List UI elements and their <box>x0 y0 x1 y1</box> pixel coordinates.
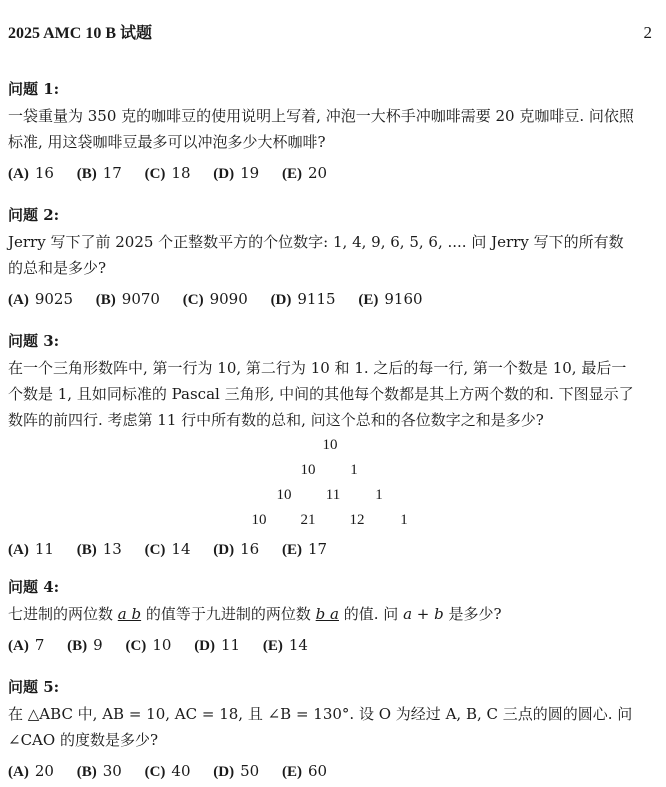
choice-a: (A) 11 <box>8 540 54 558</box>
choice-d: (D) 16 <box>213 540 260 558</box>
choice-d: (D) 50 <box>213 762 260 780</box>
answer-choices <box>8 287 654 312</box>
choice-c: (C) 9090 <box>182 290 248 308</box>
problem-line: 标准, 用这袋咖啡豆最多可以冲泡多少大杯咖啡? <box>8 133 326 151</box>
choice-b: (B) 9 <box>67 636 103 654</box>
answer-choices <box>8 759 654 784</box>
expression: a + b <box>403 605 444 623</box>
triangle-entry: 10 <box>300 462 316 478</box>
choice-b: (B) 30 <box>76 762 122 780</box>
problem-line: 一袋重量为 350 克的咖啡豆的使用说明上写着, 冲泡一大杯手冲咖啡需要 20 克咖啡豆. 问依照 <box>8 107 634 125</box>
triangle-entry: 1 <box>400 512 408 528</box>
triangle-entry: 21 <box>300 512 316 528</box>
number-triangle <box>8 437 654 537</box>
choice-c: (C) 40 <box>144 762 191 780</box>
base7-number: a b <box>117 605 142 623</box>
choice-c: (C) 14 <box>144 540 191 558</box>
choice-d: (D) 9115 <box>270 290 336 308</box>
problem-4 <box>8 576 654 658</box>
choice-a: (A) 7 <box>8 636 45 654</box>
triangle-entry: 10 <box>322 437 338 453</box>
choice-c: (C) 10 <box>125 636 172 654</box>
problem-line: 在 △ABC 中, AB = 10, AC = 18, 且 ∠B = 130°. 设 O 为经过 A, B, C 三点的圆的圆心. 问 <box>8 705 633 723</box>
triangle-entry: 10 <box>251 512 267 528</box>
problem-line: 的总和是多少? <box>8 259 107 277</box>
problem-title: 问题 4: <box>8 578 60 596</box>
choice-b: (B) 17 <box>76 164 122 182</box>
problem-line: 个数是 1, 且如同标准的 Pascal 三角形, 中间的其他每个数都是其上方两个数的和. 下图显示了 <box>8 385 634 403</box>
problem-text <box>8 701 654 753</box>
choice-a: (A) 9025 <box>8 290 74 308</box>
problem-text <box>8 355 654 433</box>
choice-d: (D) 11 <box>194 636 241 654</box>
answer-choices <box>8 161 654 186</box>
answer-choices <box>8 537 654 562</box>
exam-title: 2025 AMC 10 B 试题 <box>8 25 153 42</box>
choice-e: (E) 60 <box>281 762 328 780</box>
problem-text <box>8 103 654 155</box>
triangle-entry: 1 <box>350 462 358 478</box>
problem-line: 在一个三角形数阵中, 第一行为 10, 第二行为 10 和 1. 之后的每一行, 第一个数是 10, 最后一 <box>8 359 627 377</box>
choice-b: (B) 13 <box>76 540 122 558</box>
choice-e: (E) 17 <box>281 540 328 558</box>
base9-number: b a <box>315 605 339 623</box>
problem-text: 七进制的两位数 a b 的值等于九进制的两位数 b a 的值. 问 a + b 是多少? <box>8 605 502 623</box>
triangle-entry: 12 <box>349 512 365 528</box>
problem-title: 问题 3: <box>8 332 60 350</box>
choice-e: (E) 20 <box>281 164 328 182</box>
choice-b: (B) 9070 <box>95 290 160 308</box>
triangle-entry: 10 <box>276 487 292 503</box>
problem-line: ∠CAO 的度数是多少? <box>8 731 158 749</box>
choice-e: (E) 14 <box>262 636 308 654</box>
triangle-entry: 11 <box>325 487 341 503</box>
choice-a: (A) 16 <box>8 164 54 182</box>
problem-5 <box>8 676 654 784</box>
answer-choices <box>8 633 654 658</box>
problem-line: 数阵的前四行. 考虑第 11 行中所有数的总和, 问这个总和的各位数字之和是多少? <box>8 411 544 429</box>
choice-c: (C) 18 <box>144 164 191 182</box>
problem-3 <box>8 330 654 562</box>
problem-2 <box>8 204 654 312</box>
problem-1 <box>8 78 654 186</box>
problem-title: 问题 5: <box>8 678 60 696</box>
choice-a: (A) 20 <box>8 762 54 780</box>
page-number: 2 <box>643 23 652 42</box>
problem-text <box>8 229 654 281</box>
choice-d: (D) 19 <box>213 164 260 182</box>
triangle-entry: 1 <box>375 487 383 503</box>
page-header <box>8 20 652 44</box>
problem-title: 问题 1: <box>8 80 60 98</box>
problem-line: Jerry 写下了前 2025 个正整数平方的个位数字: 1, 4, 9, 6, 5, 6, .... 问 Jerry 写下的所有数 <box>8 233 624 251</box>
choice-e: (E) 9160 <box>358 290 423 308</box>
problem-title: 问题 2: <box>8 206 60 224</box>
